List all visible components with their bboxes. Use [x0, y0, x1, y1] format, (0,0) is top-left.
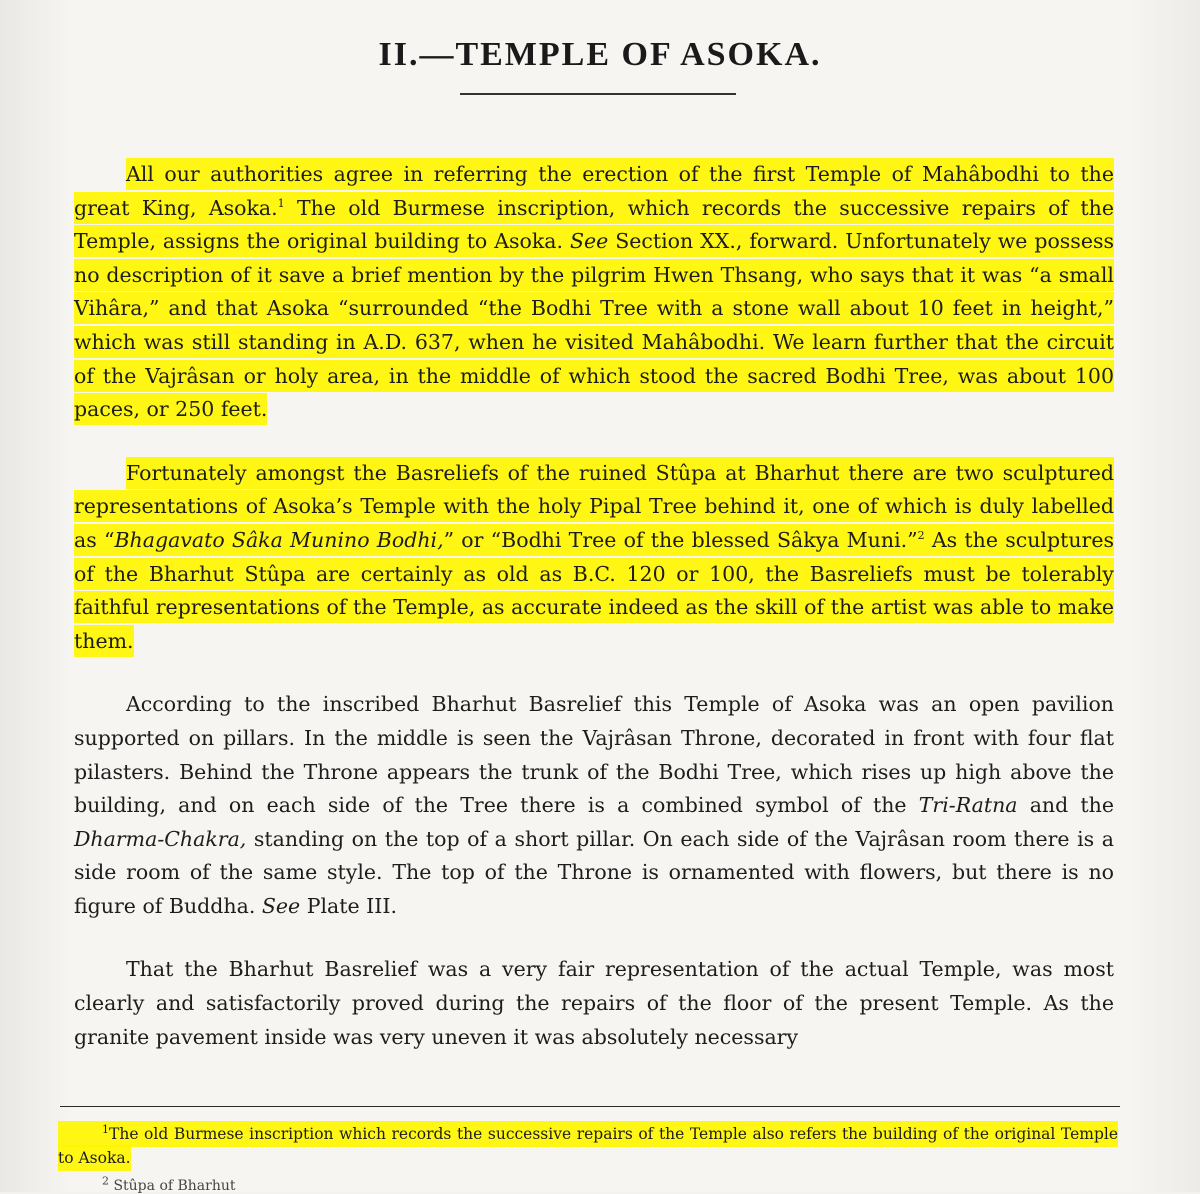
paragraph-text: Section XX., forward. Unfortunately we possess no description of it save a brief mention by the pilgrim Hwen Thsang, who says that it was “a small Vihâra,” and that Asoka “surrounded “the Bodhi Tree with a stone wall about 10 feet in height,” which was still standing in A.D. 637, when he visited Mahâbodhi. We learn further that the circuit of the Vajrâsan or holy area, in the middle of which stood the sacred Bodhi Tree, was about 100 paces, or 250 feet. — [74, 229, 1114, 422]
paragraph-text: According to the inscribed Bharhut Basrelief this Temple of Asoka was an open pavilion supported on pillars. In the middle is seen the Vajrâsan Throne, decorated in front with four flat pilasters. Behind the Throne appears the trunk of the Bodhi Tree, which rises up high above the building, and on each side of the Tree there is a combined symbol of the — [74, 692, 1114, 818]
paragraph-3 — [74, 688, 1114, 923]
footnote-text: The old Burmese inscription which records the successive repairs of the Temple also refers the building of the original Temple to Asoka. — [58, 1125, 1118, 1167]
footnote-rule — [60, 1106, 1120, 1107]
paragraph-text: As the sculptures of the Bharhut Stûpa are certainly as old as B.C. 120 or 100, the Basreliefs must be tolerably faithful representations of the Temple, as accurate indeed as the skill of the artist was able to make them. — [74, 527, 1114, 653]
paragraph-2 — [74, 457, 1114, 659]
footnote-mark: 1 — [102, 1122, 109, 1136]
paragraph-text: Fortunately amongst the Basreliefs of the ruined Stûpa at Bharhut there are two sculptured representations of Asoka’s Temple with the holy Pipal Tree behind it, one of which is duly labelled as “ — [74, 460, 1114, 552]
footnote-1 — [58, 1122, 1118, 1170]
title-rule — [460, 93, 736, 95]
paragraph-1 — [74, 158, 1114, 427]
paragraph-text: The old Burmese inscription, which records the successive repairs of the Temple, assigns the original building to Asoka. — [74, 195, 1114, 254]
paragraph-text: All our authorities agree in referring the erection of the first Temple of Mahâbodhi to the great King, Asoka. — [74, 162, 1114, 220]
paragraph-text: That the Bharhut Basrelief was a very fair representation of the actual Temple, was most clearly and satisfactorily proved during the repairs of the floor of the present Temple. As the granite pavement inside was very uneven it was absolutely necessary — [74, 957, 1114, 1049]
italic-text: See — [569, 229, 609, 254]
italic-text: Bhagavato Sâka Munino Bodhi, — [114, 527, 444, 552]
footnote-ref: 2 — [917, 529, 925, 543]
paragraph-text: standing on the top of a short pillar. On each side of the Vajrâsan room there is a side room of the same style. The top of the Throne is ornamented with flowers, but there is no figure of Buddha. — [74, 826, 1114, 918]
paragraph-text: Plate III. — [300, 893, 397, 918]
paragraph-4 — [74, 953, 1114, 1054]
italic-text: Tri-Ratna — [918, 793, 1018, 818]
footnote-text: Stûpa of Bharhut — [113, 1178, 236, 1194]
paragraph-text: and the — [1017, 793, 1114, 818]
footnote-mark: 2 — [102, 1174, 109, 1188]
italic-text: See — [261, 893, 301, 918]
body-text — [74, 158, 1114, 1054]
page-title: II.—TEMPLE OF ASOKA. — [378, 36, 822, 73]
paragraph-text: ” or “Bodhi Tree of the blessed Sâkya Muni.” — [443, 527, 918, 552]
italic-text: Dharma-Chakra, — [74, 826, 247, 851]
footnote-ref: 1 — [277, 196, 285, 210]
